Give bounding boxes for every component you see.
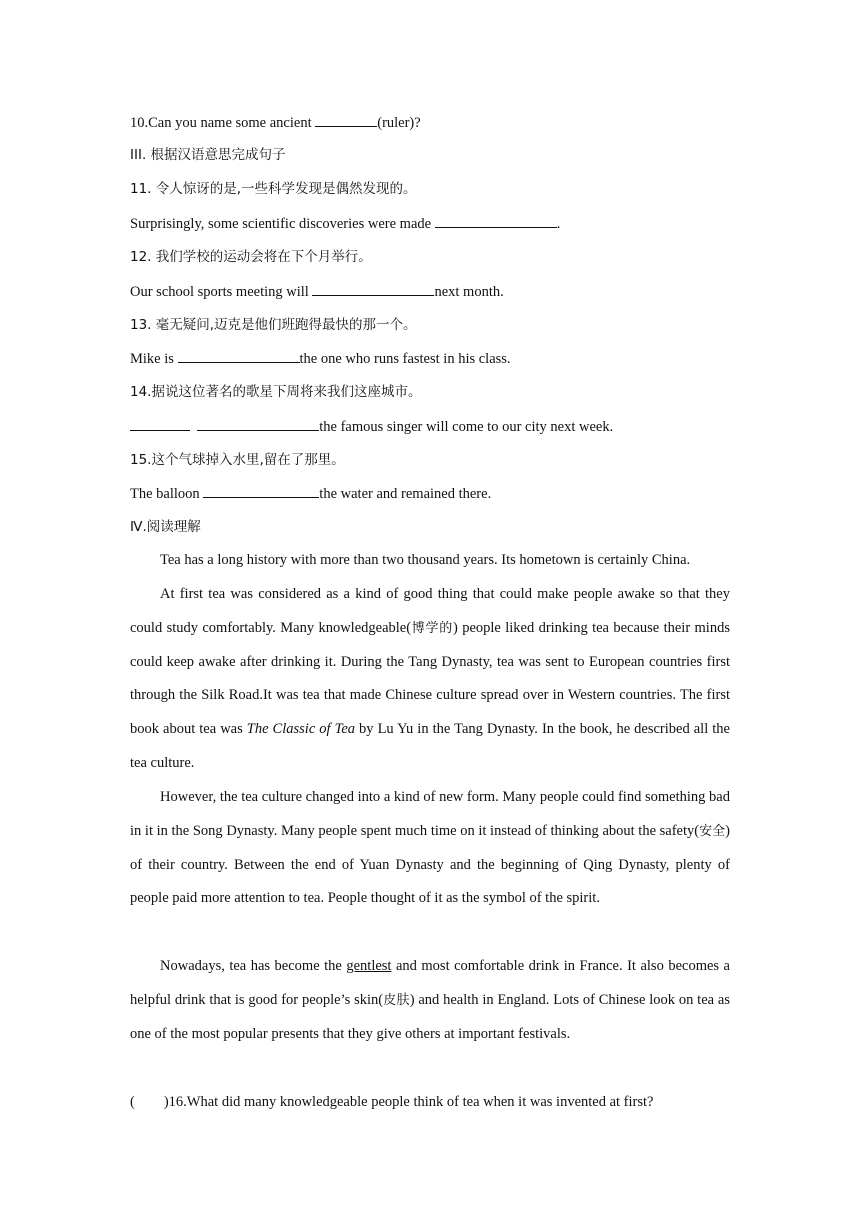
question-13-english: Mike is the one who runs fastest in his class. (130, 348, 730, 369)
answer-paren[interactable]: ( ) (130, 1094, 169, 1110)
section-3-heading: III. 根据汉语意思完成句子 (130, 147, 286, 163)
question-14-english: the famous singer will come to our city next week. (130, 416, 730, 437)
passage-paragraph-1: Tea has a long history with more than two thousand years. Its hometown is certainly China. (160, 552, 691, 568)
section-4-heading: Ⅳ.阅读理解 (130, 519, 201, 535)
answer-blank[interactable] (197, 416, 319, 431)
question-12-english: Our school sports meeting will next month. (130, 281, 730, 302)
question-13-chinese: 13. 毫无疑问,迈克是他们班跑得最快的那一个。 (130, 317, 417, 333)
question-12-chinese: 12. 我们学校的运动会将在下个月举行。 (130, 249, 372, 265)
question-11-chinese: 11. 令人惊讶的是,一些科学发现是偶然发现的。 (130, 181, 417, 197)
answer-blank[interactable] (435, 213, 557, 228)
question-11-english: Surprisingly, some scientific discoveries were made . (130, 213, 730, 234)
question-10: 10.Can you name some ancient (ruler)? (130, 112, 730, 133)
question-16: ( )16.What did many knowledgeable people think of tea when it was invented at first? (130, 1094, 654, 1110)
answer-blank[interactable] (315, 112, 377, 127)
question-14-chinese: 14.据说这位著名的歌星下周将来我们这座城市。 (130, 384, 422, 400)
passage-paragraph-3: However, the tea culture changed into a kind of new form. Many people could find something bad in it in the Song Dynasty. Many people spent much time on it instead of thinking about the safety(安全) of their country. Between the end of Yuan Dynasty and the beginning of Qing Dynasty, plenty of people paid more attention to tea. People thought of it as the symbol of the spirit. (130, 789, 730, 907)
answer-blank[interactable] (130, 416, 190, 431)
passage-paragraph-4: Nowadays, tea has become the gentlest and most comfortable drink in France. It also becomes a helpful drink that is good for people’s skin(皮肤) and health in England. Lots of Chinese look on tea as one of the most popular presents that they give others at important festivals. (130, 958, 730, 1042)
question-15-english: The balloon the water and remained there. (130, 483, 730, 504)
book-title: The Classic of Tea (246, 721, 356, 738)
underlined-word: gentlest (346, 958, 392, 974)
answer-blank[interactable] (178, 348, 300, 363)
answer-blank[interactable] (312, 281, 434, 296)
question-15-chinese: 15.这个气球掉入水里,留在了那里。 (130, 452, 345, 468)
passage-paragraph-2: At first tea was considered as a kind of good thing that could make people awake so that they could study comfortably. Many knowledgeable(博学的) people liked drinking tea because their minds could keep awake after drinking it. During the Tang Dynasty, tea was sent to European countries first through the Silk Road.It was tea that made Chinese culture spread over in Western countries. The first book about tea was The Classic of Tea by Lu Yu in the Tang Dynasty. In the book, he described all the tea culture. (130, 586, 730, 771)
answer-blank[interactable] (203, 483, 319, 498)
